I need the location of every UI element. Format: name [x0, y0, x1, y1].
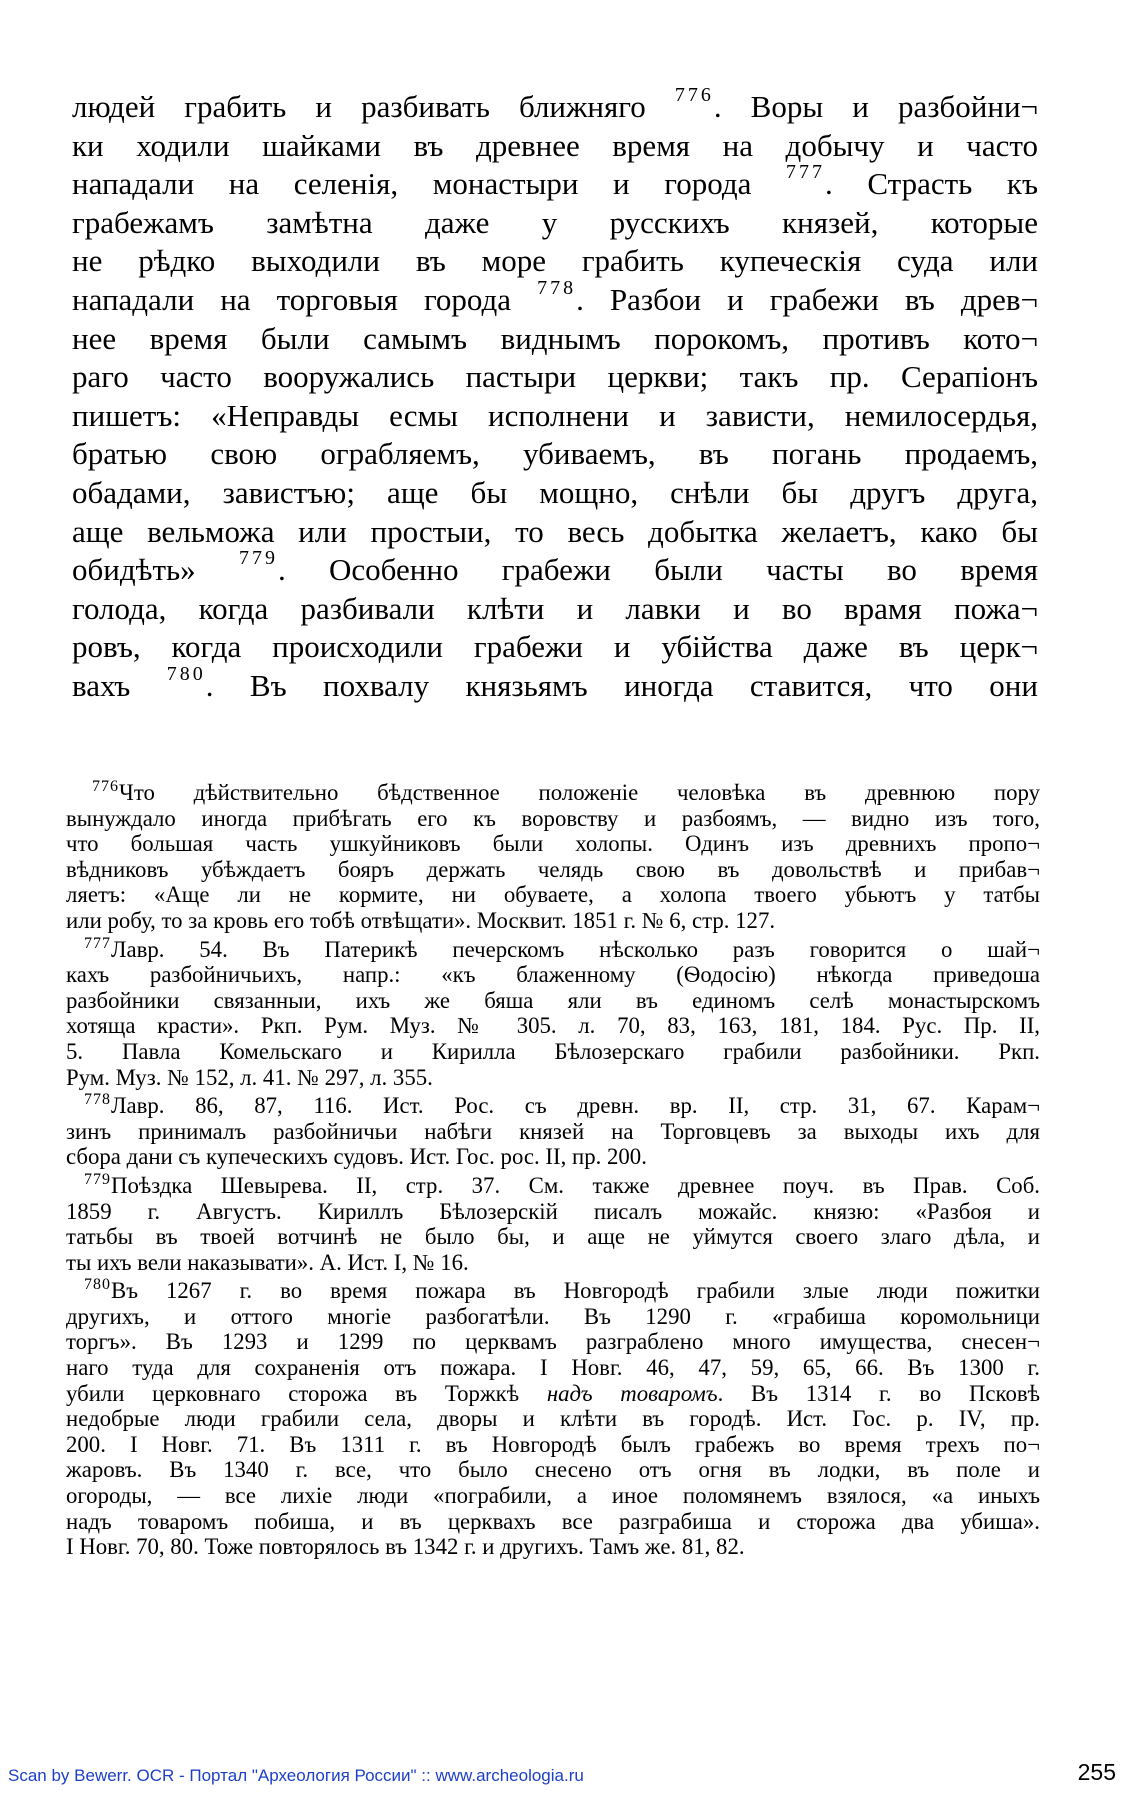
main-text-line: нападали на торговыя города $^{778}$. Разбои и грабежи въ древ¬: [72, 276, 1039, 317]
footnote-line: сбора дани съ купеческихъ судовъ. Ист. Гос. рос. II, пр. 200.: [66, 1144, 647, 1170]
footnote-line: огороды, — все лихіе люди «пограбили, а иное поломянемъ взялося, «а иныхъ: [66, 1483, 1040, 1509]
footnote-line: торгъ». Въ 1293 и 1299 по церквамъ разграблено много имущества, снесен¬: [66, 1329, 1040, 1355]
footnote-line: или робу, то за кровь его тобѣ отвѣщати». Москвит. 1851 г. № 6, стр. 127.: [66, 907, 776, 933]
footnote-line: 1859 г. Августъ. Кириллъ Бѣлозерскій писалъ можайс. князю: «Разбоя и: [66, 1198, 1040, 1224]
footnote-reference: 780: [166, 662, 206, 685]
footnote-line: татьбы въ твоей вотчинѣ не было бы, и аще не уймутся своего злаго дѣла, и: [66, 1224, 1040, 1250]
footnote-reference: 777: [786, 161, 825, 184]
footnote-line: ты ихъ вели наказывати». А. Ист. I, № 16.: [66, 1249, 469, 1275]
main-text: [72, 84, 1039, 706]
footnote-line: наго туда для сохраненія отъ пожара. I Новг. 46, 47, 59, 65, 66. Въ 1300 г.: [66, 1355, 1040, 1381]
footnote-reference: 779: [238, 547, 278, 570]
main-text-line: ровъ, когда происходили грабежи и убійства даже въ церк¬: [72, 629, 1038, 665]
page-number: 255: [1077, 1759, 1116, 1785]
footnote-line: хотяща красти». Ркп. Рум. Муз. № 305. л. 70, 83, 163, 181, 184. Рус. Пр. II,: [66, 1013, 1040, 1039]
footnote-line: $^{777}$Лавр. 54. Въ Патерикѣ печерскомъ нѣсколько разъ говорится о шай¬: [84, 934, 1040, 962]
footnote-776: [66, 780, 1040, 934]
main-text-line: раго часто вооружались пастыри церкви; такъ пр. Серапіонъ: [72, 359, 1038, 395]
footnote-line: ляетъ: «Аще ли не кормите, ни обуваете, а холопа твоего убьютъ у татбы: [66, 882, 1040, 908]
main-text-line: нее время были самымъ виднымъ порокомъ, противъ кото¬: [72, 320, 1038, 356]
main-text-line: не рѣдко выходили въ море грабить купеческія суда или: [72, 243, 1038, 279]
footnote-line: $^{776}$Что дѣйствительно бѣдственное положеніе человѣка въ древнюю пору: [92, 778, 1040, 805]
footnote-line: зинъ принималъ разбойничьи набѣги князей на Торговцевъ за выходы ихъ для: [66, 1118, 1040, 1144]
footnote-number: 776: [92, 778, 119, 795]
italic-phrase: надъ товаромъ: [546, 1380, 718, 1406]
main-text-line: ки ходили шайками въ древнее время на добычу и часто: [72, 127, 1038, 163]
main-text-line: людей грабить и разбивать ближняго $^{776}$. Воры и разбойни¬: [72, 84, 1039, 124]
footnote-line: $^{778}$Лавр. 86, 87, 116. Ист. Рос. съ древн. вр. II, стр. 31, 67. Карам¬: [84, 1091, 1040, 1119]
footnote-line: что большая часть ушкуйниковъ были холопы. Одинъ изъ древнихъ пропо¬: [66, 831, 1040, 857]
footnote-line: вѣдниковъ убѣждаетъ бояръ держать челядь свою въ довольствѣ и прибав¬: [66, 856, 1040, 882]
footnote-778: [66, 1093, 1040, 1170]
main-text-line: вахъ $^{780}$. Въ похвалу князьямъ иногда ставится, что они: [72, 662, 1038, 703]
footnote-line: разбойники связанныи, ихъ же бяша яли въ единомъ селѣ монастырскомъ: [66, 987, 1040, 1013]
footnote-line: другихъ, и оттого многіе разбогатѣли. Въ 1290 г. «грабиша коромольници: [66, 1303, 1040, 1329]
scan-credit: Scan by Bewerr. OCR - Портал "Археология России" :: www.archeologia.ru: [8, 1766, 584, 1785]
footnote-line: 200. I Новг. 71. Въ 1311 г. въ Новгородѣ былъ грабежъ во время трехъ по¬: [66, 1431, 1040, 1457]
footnote-line: жаровъ. Въ 1340 г. все, что было снесено отъ огня въ лодки, въ поле и: [66, 1457, 1040, 1483]
footnotes: [66, 780, 1040, 1560]
footnote-number: 780: [84, 1276, 111, 1294]
footnote-line: $^{780}$Въ 1267 г. во время пожара въ Новгородѣ грабили злые люди пожитки: [84, 1276, 1040, 1304]
footnote-line: вынуждало иногда прибѣгать его къ воровству и разбоямъ, — видно изъ того,: [66, 805, 1040, 831]
footnote-reference: 776: [674, 84, 714, 106]
footnote-line: недобрые люди грабили села, дворы и клѣти въ городѣ. Ист. Гос. р. IV, пр.: [66, 1406, 1040, 1432]
footnote-number: 778: [84, 1091, 111, 1109]
main-text-line: аще вельможа или простыи, то весь добытка желаетъ, како бы: [72, 513, 1038, 549]
main-text-line: пишетъ: «Неправды есмы исполнени и зависти, немилосердья,: [72, 397, 1038, 433]
footnote-line: Рум. Муз. № 152, л. 41. № 297, л. 355.: [66, 1064, 433, 1090]
footnote-number: 779: [84, 1170, 111, 1188]
main-text-line: грабежамъ замѣтна даже у русскихъ князей, которые: [72, 204, 1038, 240]
footnote-line: убили церковнаго сторожа въ Торжкѣ надъ товаромъ. Въ 1314 г. во Псковѣ: [66, 1380, 1040, 1406]
main-text-line: братью свою ограбляемъ, убиваемъ, въ погань продаемъ,: [72, 436, 1038, 472]
footnote-number: 777: [84, 934, 111, 952]
footnote-line: надъ товаромъ побиша, и въ церквахъ все разграбиша и сторожа два убиша».: [66, 1508, 1040, 1534]
main-text-line: голода, когда разбивали клѣти и лавки и во врамя пожа¬: [72, 590, 1038, 626]
main-text-line: обидѣть» $^{779}$. Особенно грабежи были часты во время: [72, 547, 1038, 588]
footnote-line: 5. Павла Комельскаго и Кирилла Бѣлозерскаго грабили разбойники. Ркп.: [66, 1038, 1040, 1064]
footnote-reference: 778: [537, 276, 577, 299]
footnote-line: I Новг. 70, 80. Тоже повторялось въ 1342 г. и другихъ. Тамъ же. 81, 82.: [66, 1534, 745, 1560]
footnote-line: $^{779}$Поѣздка Шевырева. II, стр. 37. См. также древнее поуч. въ Прав. Соб.: [84, 1170, 1040, 1198]
footnote-779: [66, 1170, 1040, 1275]
footnote-777: [66, 934, 1040, 1091]
main-text-line: нападали на селенія, монастыри и города $^{777}$. Страсть къ: [72, 161, 1038, 202]
footnote-780: [66, 1278, 1040, 1560]
footnote-line: кахъ разбойничьихъ, напр.: «къ блаженному (Ѳодосію) нѣкогда приведоша: [66, 962, 1040, 988]
main-text-line: обадами, завистъю; аще бы мощно, снѣли бы другъ друга,: [72, 474, 1038, 510]
